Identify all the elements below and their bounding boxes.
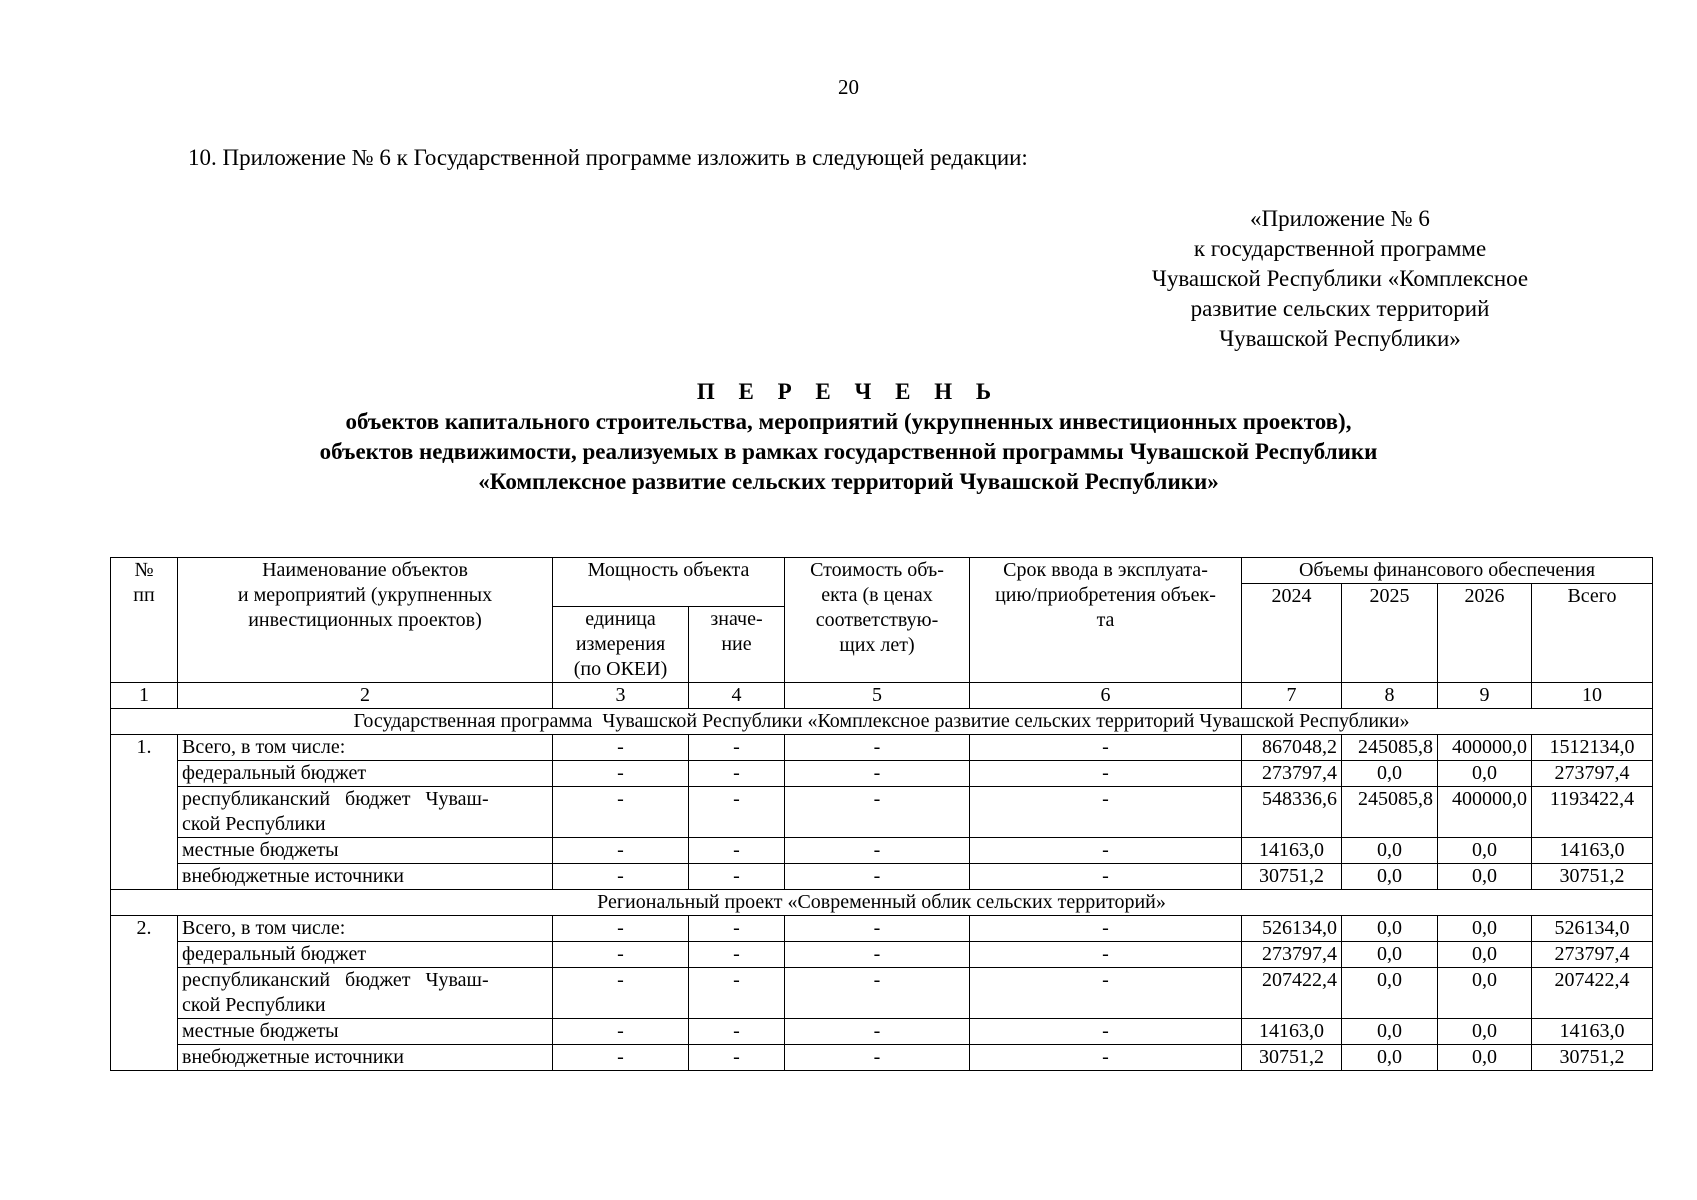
column-number: 3 bbox=[553, 683, 689, 709]
column-number: 2 bbox=[178, 683, 553, 709]
appendix-line: Чувашской Республики» bbox=[1219, 326, 1461, 351]
row-2025: 0,0 bbox=[1342, 838, 1438, 864]
row-2024: 867048,2 bbox=[1242, 735, 1342, 761]
row-name-line: республиканский бюджет Чуваш- bbox=[182, 788, 489, 810]
row-name: внебюджетные источники bbox=[178, 1045, 553, 1071]
row-2025: 0,0 bbox=[1342, 968, 1438, 1019]
row-cost: - bbox=[785, 1045, 970, 1071]
column-number: 5 bbox=[785, 683, 970, 709]
row-name bbox=[178, 787, 553, 838]
header-term bbox=[970, 558, 1242, 683]
row-name: внебюджетные источники bbox=[178, 864, 553, 890]
row-total: 1512134,0 bbox=[1532, 735, 1653, 761]
row-value: - bbox=[689, 942, 785, 968]
row-term: - bbox=[970, 761, 1242, 787]
row-name: Всего, в том числе: bbox=[178, 916, 553, 942]
header-year: 2026 bbox=[1438, 584, 1532, 683]
row-2026: 0,0 bbox=[1438, 1019, 1532, 1045]
row-2024: 14163,0 bbox=[1242, 1019, 1342, 1045]
row-value: - bbox=[689, 735, 785, 761]
row-total: 273797,4 bbox=[1532, 942, 1653, 968]
header-text: № bbox=[134, 559, 154, 581]
header-value bbox=[689, 607, 785, 683]
row-name: федеральный бюджет bbox=[178, 761, 553, 787]
header-total: Всего bbox=[1532, 584, 1653, 683]
header-text: цию/приобретения объек- bbox=[995, 584, 1216, 606]
section-title: Государственная программа Чувашской Республики «Комплексное развитие сельских территорий Чувашской Республики» bbox=[111, 709, 1653, 735]
row-value: - bbox=[689, 787, 785, 838]
row-name-line: республиканский бюджет Чуваш- bbox=[182, 969, 489, 991]
row-2025: 245085,8 bbox=[1342, 787, 1438, 838]
row-name: местные бюджеты bbox=[178, 1019, 553, 1045]
header-text: (по ОКЕИ) bbox=[573, 658, 668, 680]
row-term: - bbox=[970, 838, 1242, 864]
table-row bbox=[111, 968, 1653, 1019]
row-2026: 0,0 bbox=[1438, 942, 1532, 968]
row-2025: 0,0 bbox=[1342, 864, 1438, 890]
row-term: - bbox=[970, 787, 1242, 838]
appendix-reference bbox=[1120, 204, 1560, 354]
table-row bbox=[111, 1019, 1653, 1045]
column-number: 1 bbox=[111, 683, 178, 709]
row-unit: - bbox=[553, 942, 689, 968]
table-row bbox=[111, 942, 1653, 968]
appendix-line: к государственной программе bbox=[1193, 236, 1487, 261]
header-text: ние bbox=[721, 633, 752, 655]
row-value: - bbox=[689, 1019, 785, 1045]
row-term: - bbox=[970, 1045, 1242, 1071]
row-unit: - bbox=[553, 968, 689, 1019]
row-total: 207422,4 bbox=[1532, 968, 1653, 1019]
row-2024: 548336,6 bbox=[1242, 787, 1342, 838]
section-title-row bbox=[111, 890, 1653, 916]
section-title: Региональный проект «Современный облик сельских территорий» bbox=[111, 890, 1653, 916]
row-name bbox=[178, 968, 553, 1019]
header-text: екта (в ценах bbox=[821, 584, 933, 606]
row-2024: 207422,4 bbox=[1242, 968, 1342, 1019]
row-cost: - bbox=[785, 787, 970, 838]
row-value: - bbox=[689, 1045, 785, 1071]
header-text: инвестиционных проектов) bbox=[248, 609, 482, 631]
row-cost: - bbox=[785, 942, 970, 968]
row-2024: 14163,0 bbox=[1242, 838, 1342, 864]
row-number: 2. bbox=[111, 916, 178, 1071]
row-2024: 30751,2 bbox=[1242, 864, 1342, 890]
row-name: федеральный бюджет bbox=[178, 942, 553, 968]
header-text: щих лет) bbox=[839, 634, 915, 656]
column-number: 4 bbox=[689, 683, 785, 709]
row-2024: 526134,0 bbox=[1242, 916, 1342, 942]
row-value: - bbox=[689, 968, 785, 1019]
row-2026: 0,0 bbox=[1438, 916, 1532, 942]
row-unit: - bbox=[553, 735, 689, 761]
row-number: 1. bbox=[111, 735, 178, 890]
header-text: та bbox=[1096, 609, 1115, 631]
row-term: - bbox=[970, 968, 1242, 1019]
row-total: 30751,2 bbox=[1532, 864, 1653, 890]
row-cost: - bbox=[785, 864, 970, 890]
title-line: объектов капитального строительства, мероприятий (укрупненных инвестиционных проектов), bbox=[345, 409, 1352, 434]
row-2026: 400000,0 bbox=[1438, 735, 1532, 761]
column-number: 10 bbox=[1532, 683, 1653, 709]
row-2025: 0,0 bbox=[1342, 916, 1438, 942]
header-text: и мероприятий (укрупненных bbox=[237, 584, 493, 606]
row-unit: - bbox=[553, 1045, 689, 1071]
header-unit bbox=[553, 607, 689, 683]
header-number bbox=[111, 558, 178, 683]
column-number: 6 bbox=[970, 683, 1242, 709]
row-2024: 30751,2 bbox=[1242, 1045, 1342, 1071]
section-title-row bbox=[111, 709, 1653, 735]
row-total: 30751,2 bbox=[1532, 1045, 1653, 1071]
row-cost: - bbox=[785, 1019, 970, 1045]
title-line: объектов недвижимости, реализуемых в рамках государственной программы Чувашской Республики bbox=[319, 439, 1378, 464]
row-name: местные бюджеты bbox=[178, 838, 553, 864]
row-total: 526134,0 bbox=[1532, 916, 1653, 942]
row-value: - bbox=[689, 916, 785, 942]
header-funding: Объемы финансового обеспечения bbox=[1242, 558, 1653, 584]
row-total: 273797,4 bbox=[1532, 761, 1653, 787]
column-number-row bbox=[111, 683, 1653, 709]
row-term: - bbox=[970, 864, 1242, 890]
row-name-line: ской Республики bbox=[182, 813, 326, 835]
table-row bbox=[111, 1045, 1653, 1071]
header-text: Стоимость объ- bbox=[810, 559, 944, 581]
row-cost: - bbox=[785, 735, 970, 761]
column-number: 7 bbox=[1242, 683, 1342, 709]
table-row bbox=[111, 916, 1653, 942]
row-cost: - bbox=[785, 761, 970, 787]
row-2026: 0,0 bbox=[1438, 1045, 1532, 1071]
header-year: 2024 bbox=[1242, 584, 1342, 683]
row-total: 1193422,4 bbox=[1532, 787, 1653, 838]
header-cost bbox=[785, 558, 970, 683]
row-2025: 245085,8 bbox=[1342, 735, 1438, 761]
document-title bbox=[0, 379, 1697, 525]
row-cost: - bbox=[785, 968, 970, 1019]
row-2024: 273797,4 bbox=[1242, 942, 1342, 968]
row-2026: 0,0 bbox=[1438, 838, 1532, 864]
header-year: 2025 bbox=[1342, 584, 1438, 683]
row-term: - bbox=[970, 916, 1242, 942]
row-cost: - bbox=[785, 838, 970, 864]
row-2025: 0,0 bbox=[1342, 1045, 1438, 1071]
intro-text: 10. Приложение № 6 к Государственной программе изложить в следующей редакции: bbox=[188, 145, 1028, 170]
row-value: - bbox=[689, 761, 785, 787]
row-unit: - bbox=[553, 838, 689, 864]
row-unit: - bbox=[553, 761, 689, 787]
row-name-line: ской Республики bbox=[182, 994, 326, 1016]
header-text: Наименование объектов bbox=[262, 559, 468, 581]
row-unit: - bbox=[553, 916, 689, 942]
row-2025: 0,0 bbox=[1342, 1019, 1438, 1045]
row-2026: 0,0 bbox=[1438, 761, 1532, 787]
row-unit: - bbox=[553, 787, 689, 838]
row-unit: - bbox=[553, 864, 689, 890]
title-main: П Е Р Е Ч Е Н Ь bbox=[696, 379, 1001, 404]
table-row bbox=[111, 735, 1653, 761]
row-cost: - bbox=[785, 916, 970, 942]
row-term: - bbox=[970, 1019, 1242, 1045]
header-text: Срок ввода в эксплуата- bbox=[1003, 559, 1208, 581]
row-term: - bbox=[970, 735, 1242, 761]
row-2025: 0,0 bbox=[1342, 942, 1438, 968]
column-number: 9 bbox=[1438, 683, 1532, 709]
row-2025: 0,0 bbox=[1342, 761, 1438, 787]
table-row bbox=[111, 838, 1653, 864]
row-value: - bbox=[689, 864, 785, 890]
header-name bbox=[178, 558, 553, 683]
row-total: 14163,0 bbox=[1532, 838, 1653, 864]
row-name: Всего, в том числе: bbox=[178, 735, 553, 761]
header-capacity: Мощность объекта bbox=[553, 558, 785, 607]
header-row bbox=[111, 558, 1653, 584]
row-term: - bbox=[970, 942, 1242, 968]
table-row bbox=[111, 787, 1653, 838]
appendix-line: «Приложение № 6 bbox=[1250, 206, 1430, 231]
header-text: соответствую- bbox=[815, 609, 939, 631]
title-line: «Комплексное развитие сельских территорий Чувашской Республики» bbox=[478, 469, 1219, 494]
row-total: 14163,0 bbox=[1532, 1019, 1653, 1045]
row-2026: 0,0 bbox=[1438, 968, 1532, 1019]
row-2026: 0,0 bbox=[1438, 864, 1532, 890]
column-number: 8 bbox=[1342, 683, 1438, 709]
objects-table bbox=[110, 557, 1653, 1071]
appendix-line: Чувашской Республики «Комплексное bbox=[1151, 266, 1529, 291]
appendix-line: развитие сельских территорий bbox=[1190, 296, 1490, 321]
header-text: пп bbox=[133, 584, 155, 606]
row-2024: 273797,4 bbox=[1242, 761, 1342, 787]
header-text: единица bbox=[585, 608, 656, 630]
header-text: измерения bbox=[575, 633, 666, 655]
header-text: значе- bbox=[710, 608, 763, 630]
row-2026: 400000,0 bbox=[1438, 787, 1532, 838]
row-unit: - bbox=[553, 1019, 689, 1045]
page-number: 20 bbox=[838, 75, 859, 99]
table-row bbox=[111, 761, 1653, 787]
row-value: - bbox=[689, 838, 785, 864]
table-row bbox=[111, 864, 1653, 890]
